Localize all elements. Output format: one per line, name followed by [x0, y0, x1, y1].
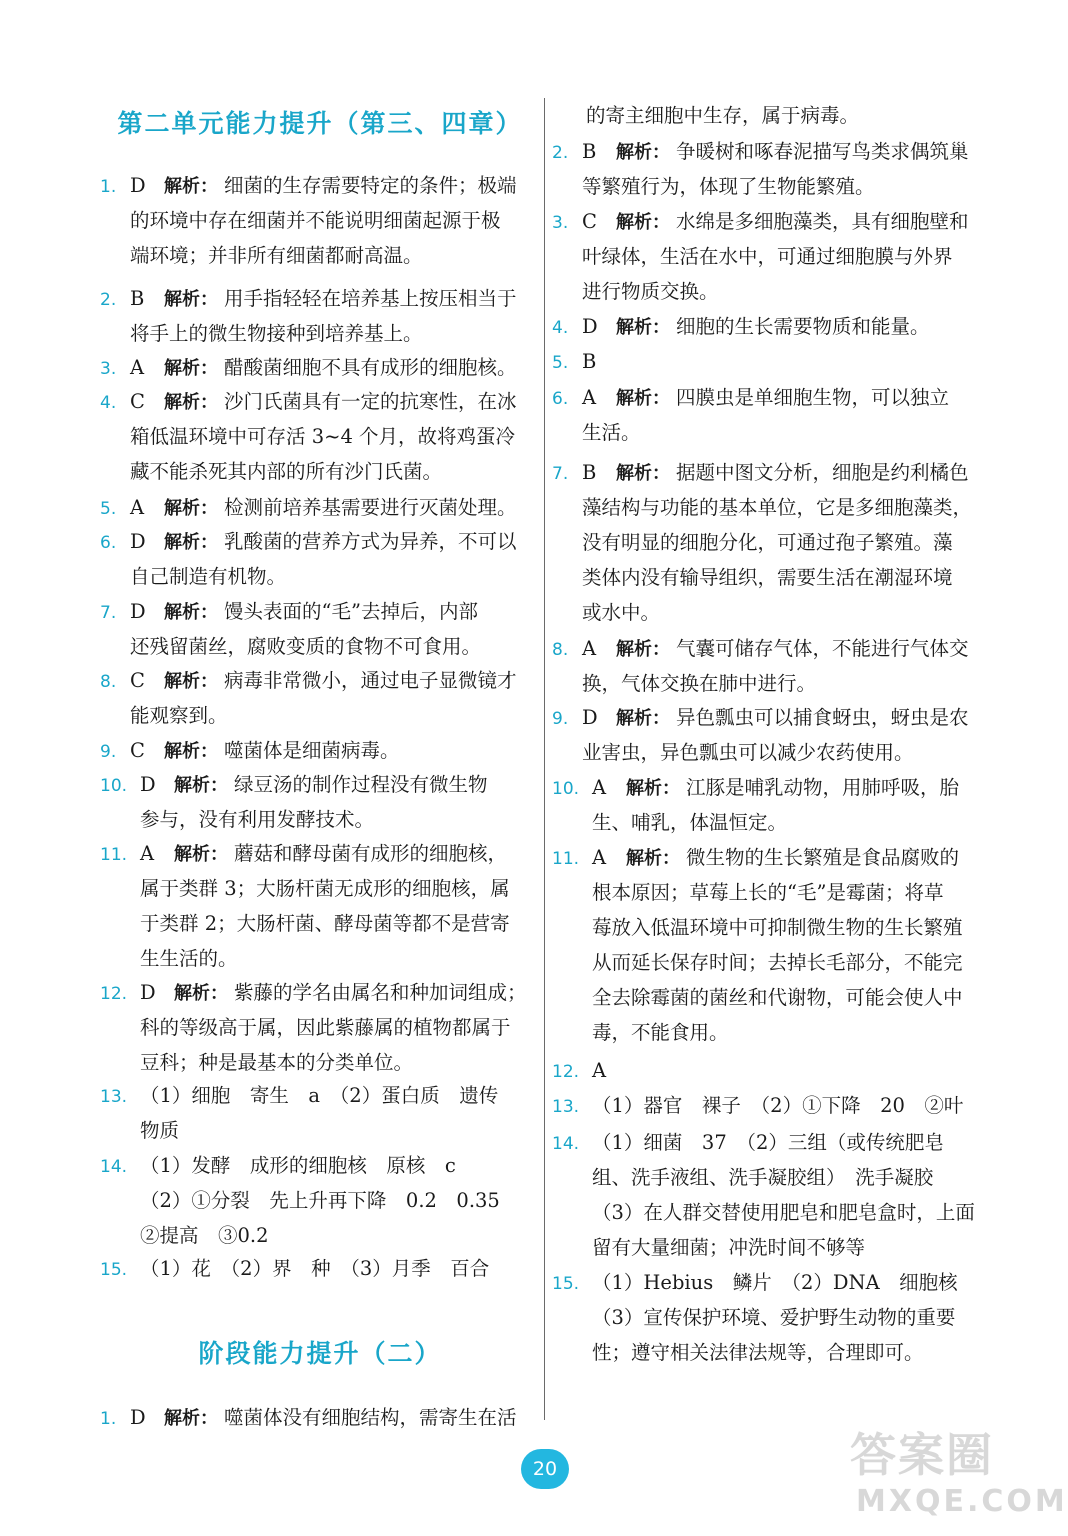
answer-line	[100, 238, 517, 273]
question-number: 14.	[552, 1134, 580, 1154]
answer-text: （1）细菌 37 （2）三组（或传统肥皂	[592, 1131, 944, 1154]
answer-item	[100, 281, 517, 351]
answer-text: 于类群 2；大肠杆菌、酵母菌等都不是营寄	[140, 912, 510, 935]
answer-text: （3）在人群交替使用肥皂和肥皂盒时，上面	[592, 1201, 975, 1224]
answer-choice: D	[130, 530, 146, 553]
answer-text: 等繁殖行为，体现了生物能繁殖。	[582, 175, 875, 198]
answer-line	[552, 204, 969, 239]
question-number: 9.	[552, 709, 569, 729]
answer-line	[100, 281, 517, 316]
answer-item	[100, 1148, 500, 1253]
answer-text: 自己制造有机物。	[130, 565, 287, 588]
answer-item	[100, 524, 517, 594]
answer-line	[552, 560, 972, 595]
answer-line	[100, 906, 510, 941]
analysis-label: 解析：	[174, 983, 228, 1004]
answer-line	[100, 316, 517, 351]
answer-line	[552, 770, 959, 805]
answer-item	[100, 733, 400, 768]
answer-choice: D	[582, 706, 598, 729]
answer-line	[100, 802, 488, 837]
analysis-label: 解析：	[164, 358, 218, 379]
answer-line	[552, 1300, 958, 1335]
analysis-label: 解析：	[616, 639, 670, 660]
answer-text: 科的等级高于属，因此紫藤属的植物都属于	[140, 1016, 511, 1039]
answer-text: 豆科；种是最基本的分类单位。	[140, 1051, 414, 1074]
answer-text: 病毒非常微小，通过电子显微镜才	[224, 669, 517, 692]
answer-text: 据题中图文分析，细胞是约利橘色	[676, 461, 969, 484]
answer-text: 检测前培养基需要进行灭菌处理。	[224, 496, 517, 519]
answer-line	[100, 1148, 500, 1183]
answer-text: 紫藤的学名由属名和种加词组成；	[234, 981, 527, 1004]
answer-line	[552, 309, 930, 344]
answer-text: 的寄主细胞中生存，属于病毒。	[586, 104, 860, 127]
answer-text: 参与，没有利用发酵技术。	[140, 808, 375, 831]
question-number: 11.	[552, 849, 580, 869]
answer-item	[552, 309, 930, 344]
answer-item	[100, 1400, 517, 1435]
answer-item	[100, 384, 517, 489]
analysis-label: 解析：	[164, 392, 218, 413]
answer-line	[100, 559, 517, 594]
answer-line	[100, 871, 510, 906]
answer-item	[552, 700, 969, 770]
answer-text: 异色瓢虫可以捕食蚜虫，蚜虫是农	[676, 706, 969, 729]
analysis-label: 解析：	[616, 463, 670, 484]
answer-line	[100, 1218, 500, 1253]
answer-line	[100, 663, 517, 698]
answer-choice: D	[130, 174, 146, 197]
answer-line	[100, 1078, 498, 1113]
answer-item	[100, 767, 488, 837]
question-number: 4.	[552, 318, 569, 338]
watermark-top: 答案圈	[850, 1428, 994, 1482]
watermark-bottom: MXQE.COM	[856, 1484, 1068, 1519]
answer-text: 乳酸菌的营养方式为异养，不可以	[224, 530, 517, 553]
unit-title: 第二单元能力提升（第三、四章）	[117, 109, 523, 138]
answer-text: 争暖树和啄春泥描写鸟类求偶筑巢	[676, 140, 969, 163]
question-number: 15.	[100, 1260, 128, 1280]
question-number: 15.	[552, 1274, 580, 1294]
answer-line	[100, 350, 517, 385]
answer-text: 能观察到。	[130, 704, 228, 727]
answer-item	[552, 1265, 958, 1370]
question-number: 13.	[100, 1087, 128, 1107]
analysis-label: 解析：	[164, 532, 218, 553]
answer-text: （2）①分裂 先上升再下降 0.2 0.35	[140, 1189, 500, 1212]
answer-line	[552, 735, 969, 770]
answer-line	[552, 945, 963, 980]
answer-line	[100, 629, 481, 664]
analysis-label: 解析：	[164, 289, 218, 310]
analysis-label: 解析：	[164, 176, 218, 197]
answer-line	[552, 840, 963, 875]
analysis-label: 解析：	[616, 317, 670, 338]
question-number: 2.	[100, 290, 117, 310]
answer-choice: A	[130, 496, 145, 519]
answer-line	[100, 419, 517, 454]
answer-text: 进行物质交换。	[582, 280, 719, 303]
answer-text: 蘑菇和酵母菌有成形的细胞核，	[234, 842, 508, 865]
answer-text: 全去除霉菌的菌丝和代谢物，可能会使人中	[592, 986, 963, 1009]
answer-text: 类体内没有输导组织，需要生活在潮湿环境	[582, 566, 953, 589]
analysis-label: 解析：	[164, 498, 218, 519]
answer-item	[100, 836, 510, 976]
answer-text: 属于类群 3；大肠杆菌无成形的细胞核，属	[140, 877, 510, 900]
watermark-logo	[850, 1428, 1068, 1532]
answer-item	[552, 840, 963, 1050]
question-number: 3.	[100, 359, 117, 379]
answer-line	[552, 239, 969, 274]
answer-line	[552, 595, 972, 630]
answer-choice: A	[592, 846, 607, 869]
answer-text: 微生物的生长繁殖是食品腐败的	[686, 846, 960, 869]
answer-item	[100, 975, 527, 1080]
analysis-label: 解析：	[164, 671, 218, 692]
question-number: 13.	[552, 1097, 580, 1117]
answer-text: 藏不能杀死其内部的所有沙门氏菌。	[130, 460, 443, 483]
answer-text: （1）花 （2）界 种 （3）月季 百合	[140, 1257, 490, 1280]
answer-choice: B	[582, 461, 597, 484]
answer-line	[552, 1335, 958, 1370]
answer-item	[552, 455, 972, 630]
answer-line	[552, 344, 616, 379]
question-number: 7.	[100, 603, 117, 623]
answer-line	[100, 1010, 527, 1045]
answer-choice: D	[140, 773, 156, 796]
answer-line	[100, 941, 510, 976]
answer-item	[552, 98, 859, 133]
question-number: 7.	[552, 464, 569, 484]
question-number: 2.	[552, 143, 569, 163]
answer-item	[552, 344, 616, 379]
answer-line	[100, 524, 517, 559]
answer-line	[552, 1195, 975, 1230]
answer-line	[552, 1230, 975, 1265]
answer-text: 生、哺乳，体温恒定。	[592, 811, 788, 834]
analysis-label: 解析：	[616, 142, 670, 163]
answer-item	[100, 663, 517, 733]
answer-text: ②提高 ③0.2	[140, 1224, 269, 1247]
answer-text: 细菌的生存需要特定的条件；极端	[224, 174, 517, 197]
answer-item	[100, 594, 481, 664]
question-number: 12.	[100, 984, 128, 1004]
answer-choice: A	[582, 386, 597, 409]
answer-choice: C	[130, 669, 145, 692]
answer-text: 还残留菌丝，腐败变质的食物不可食用。	[130, 635, 482, 658]
answer-line	[552, 875, 963, 910]
answer-text: 绿豆汤的制作过程没有微生物	[234, 773, 488, 796]
answer-item	[552, 770, 959, 840]
answer-line	[100, 490, 517, 525]
answer-item	[552, 134, 969, 204]
answer-text: （1）发酵 成形的细胞核 原核 c	[140, 1154, 456, 1177]
answer-line	[552, 1015, 963, 1050]
column-divider	[544, 98, 545, 1420]
answer-line	[100, 1251, 489, 1286]
answer-choice: D	[140, 981, 156, 1004]
analysis-label: 解析：	[626, 848, 680, 869]
question-number: 3.	[552, 213, 569, 233]
answer-line	[100, 767, 488, 802]
answer-choice: B	[130, 287, 145, 310]
answer-line	[100, 1183, 500, 1218]
analysis-label: 解析：	[164, 602, 218, 623]
answer-choice: A	[592, 776, 607, 799]
question-number: 1.	[100, 177, 117, 197]
answer-text: 换，气体交换在肺中进行。	[582, 672, 817, 695]
question-number: 8.	[100, 672, 117, 692]
answer-text: 没有明显的细胞分化，可通过孢子繁殖。藻	[582, 531, 953, 554]
answer-item	[100, 1251, 489, 1286]
answer-line	[552, 1125, 975, 1160]
answer-line	[552, 98, 859, 133]
answer-line	[552, 980, 963, 1015]
question-number: 12.	[552, 1062, 580, 1082]
answer-choice: D	[130, 1406, 146, 1429]
answer-line	[552, 631, 969, 666]
answer-text: 醋酸菌细胞不具有成形的细胞核。	[224, 356, 517, 379]
answer-item	[552, 631, 969, 701]
answer-item	[100, 350, 517, 385]
answer-choice: C	[130, 390, 145, 413]
question-number: 6.	[552, 389, 569, 409]
answer-text: （3）宣传保护环境、爱护野生动物的重要	[592, 1306, 956, 1329]
answer-choice: D	[582, 315, 598, 338]
answer-choice: A	[582, 637, 597, 660]
answer-item	[552, 1088, 963, 1123]
answer-text: 生生活的。	[140, 947, 238, 970]
answer-line	[100, 1045, 527, 1080]
stage-title: 阶段能力提升（二）	[198, 1339, 442, 1368]
analysis-label: 解析：	[626, 778, 680, 799]
answer-line	[552, 380, 949, 415]
answer-item	[100, 490, 517, 525]
answer-text: （1）器官 裸子 （2）①下降 20 ②叶	[592, 1094, 964, 1117]
answer-line	[100, 594, 481, 629]
answer-line	[100, 168, 517, 203]
question-number: 10.	[100, 776, 128, 796]
answer-text: 细胞的生长需要物质和能量。	[676, 315, 930, 338]
analysis-label: 解析：	[616, 212, 670, 233]
answer-choice: B	[582, 350, 597, 373]
answer-line	[552, 134, 969, 169]
answer-line	[552, 1160, 975, 1195]
answer-choice: A	[592, 1059, 607, 1082]
answer-choice: C	[582, 210, 597, 233]
answer-line	[100, 203, 517, 238]
answer-text: 气囊可储存气体，不能进行气体交	[676, 637, 969, 660]
answer-line	[552, 274, 969, 309]
answer-item	[100, 1078, 498, 1148]
question-number: 5.	[552, 353, 569, 373]
answer-text: 将手上的微生物接种到培养基上。	[130, 322, 423, 345]
analysis-label: 解析：	[164, 741, 218, 762]
answer-line	[552, 490, 972, 525]
answer-text: 噬菌体没有细胞结构，需寄生在活	[224, 1406, 517, 1429]
answer-choice: A	[140, 842, 155, 865]
question-number: 11.	[100, 845, 128, 865]
answer-text: 噬菌体是细菌病毒。	[224, 739, 400, 762]
page-number: 20	[521, 1449, 569, 1489]
answer-choice: B	[582, 140, 597, 163]
question-number: 4.	[100, 393, 117, 413]
answer-line	[552, 169, 969, 204]
answer-text: 业害虫，异色瓢虫可以减少农药使用。	[582, 741, 914, 764]
answer-line	[552, 415, 949, 450]
answer-text: 藻结构与功能的基本单位，它是多细胞藻类，	[582, 496, 973, 519]
answer-line	[100, 1400, 517, 1435]
question-number: 14.	[100, 1157, 128, 1177]
question-number: 9.	[100, 742, 117, 762]
answer-choice: D	[130, 600, 146, 623]
answer-text: 留有大量细菌；冲洗时间不够等	[592, 1236, 866, 1259]
answer-line	[552, 805, 959, 840]
answer-text: 生活。	[582, 421, 641, 444]
answer-line	[552, 525, 972, 560]
answer-text: 根本原因；草莓上长的“毛”是霉菌；将草	[592, 881, 944, 904]
answer-item	[552, 204, 969, 309]
question-number: 8.	[552, 640, 569, 660]
answer-text: 叶绿体，生活在水中，可通过细胞膜与外界	[582, 245, 953, 268]
answer-text: 性；遵守相关法律法规等，合理即可。	[592, 1341, 924, 1364]
answer-text: 毒，不能食用。	[592, 1021, 729, 1044]
question-number: 5.	[100, 499, 117, 519]
answer-line	[552, 455, 972, 490]
answer-text: 用手指轻轻在培养基上按压相当于	[224, 287, 517, 310]
answer-text: 端环境；并非所有细菌都耐高温。	[130, 244, 423, 267]
answer-text: 江豚是哺乳动物，用肺呼吸，胎	[686, 776, 960, 799]
answer-text: 物质	[140, 1119, 180, 1142]
answer-item	[552, 1125, 975, 1265]
analysis-label: 解析：	[616, 388, 670, 409]
answer-text: 四膜虫是单细胞生物，可以独立	[676, 386, 950, 409]
analysis-label: 解析：	[616, 708, 670, 729]
answer-line	[552, 666, 969, 701]
answer-item	[552, 1053, 626, 1088]
answer-line	[100, 733, 400, 768]
answer-choice: C	[130, 739, 145, 762]
answer-text: 箱低温环境中可存活 3~4 个月，故将鸡蛋冷	[130, 425, 516, 448]
answer-text: 水绵是多细胞藻类，具有细胞壁和	[676, 210, 969, 233]
answer-line	[552, 1265, 958, 1300]
answer-line	[100, 698, 517, 733]
question-number: 6.	[100, 533, 117, 553]
answer-line	[100, 975, 527, 1010]
answer-line	[100, 454, 517, 489]
answer-item	[552, 380, 949, 450]
answer-text: 从而延长保存时间；去掉长毛部分，不能完	[592, 951, 963, 974]
answer-line	[552, 1053, 626, 1088]
answer-text: 莓放入低温环境中可抑制微生物的生长繁殖	[592, 916, 963, 939]
answer-choice: A	[130, 356, 145, 379]
answer-text: 组、洗手液组、洗手凝胶组） 洗手凝胶	[592, 1166, 934, 1189]
answer-line	[100, 836, 510, 871]
answer-line	[552, 700, 969, 735]
answer-text: （1）Hebius 鳞片 （2）DNA 细胞核	[592, 1271, 958, 1294]
answer-text: 或水中。	[582, 601, 661, 624]
question-number: 10.	[552, 779, 580, 799]
answer-line	[100, 1113, 498, 1148]
analysis-label: 解析：	[174, 844, 228, 865]
analysis-label: 解析：	[174, 775, 228, 796]
answer-text: 沙门氏菌具有一定的抗寒性，在冰	[224, 390, 517, 413]
answer-line	[552, 1088, 963, 1123]
answer-text: （1）细胞 寄生 a （2）蛋白质 遗传	[140, 1084, 499, 1107]
answer-item	[100, 168, 517, 273]
question-number: 1.	[100, 1409, 117, 1429]
answer-text: 馒头表面的“毛”去掉后，内部	[224, 600, 478, 623]
answer-line	[552, 910, 963, 945]
answer-line	[100, 384, 517, 419]
analysis-label: 解析：	[164, 1408, 218, 1429]
answer-text: 的环境中存在细菌并不能说明细菌起源于极	[130, 209, 501, 232]
